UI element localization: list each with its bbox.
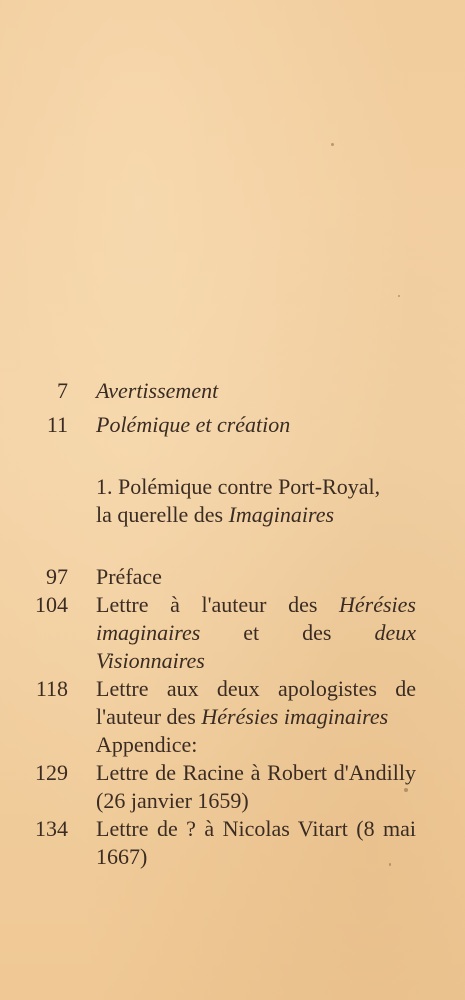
entry-title: Avertissement — [96, 378, 219, 403]
entry-title-text: Lettre à l'auteur des — [96, 592, 340, 617]
entry-title: Préface — [96, 564, 162, 589]
entry-title-text: Lettre aux deux apologistes de l'auteur des — [96, 676, 416, 729]
paper-speck — [398, 295, 400, 297]
section-heading-italic: Imaginaires — [228, 502, 335, 527]
toc-entry — [0, 815, 465, 871]
toc-entry — [0, 377, 465, 405]
page-number: 129 — [35, 760, 68, 785]
section-heading — [96, 473, 416, 529]
page-number: 134 — [35, 816, 68, 841]
entry-title — [96, 675, 416, 731]
entry-title: Lettre de ? à Nicolas Vitart (8 mai 1667) — [96, 816, 416, 869]
toc-entry — [0, 591, 465, 675]
section-heading-text: la querelle des — [96, 502, 229, 527]
toc-entry — [0, 675, 465, 731]
table-of-contents — [0, 377, 465, 871]
toc-entry — [0, 411, 465, 439]
entry-title-text: et des — [200, 620, 375, 645]
entry-title-italic: Hérésies imaginaires — [201, 704, 389, 729]
page-number: 11 — [46, 412, 68, 437]
toc-entry — [0, 759, 465, 815]
page-number: 7 — [57, 378, 68, 403]
entry-title-italic: Hérésies imaginaires — [96, 592, 416, 645]
toc-entry — [0, 731, 465, 759]
section-heading-line — [96, 501, 416, 529]
entry-title: Appendice: — [96, 732, 198, 757]
entry-title: Lettre de Racine à Robert d'Andilly (26 janvier 1659) — [96, 760, 416, 813]
page-number: 97 — [46, 564, 68, 589]
entry-title: Polémique et création — [96, 412, 291, 437]
toc-entry — [0, 563, 465, 591]
section-heading-line: 1. Polémique contre Port-Royal, — [96, 474, 381, 499]
paper-speck — [331, 143, 334, 146]
entry-title — [96, 591, 416, 675]
page-number: 118 — [35, 676, 68, 701]
page-number: 104 — [35, 592, 68, 617]
entry-title-italic: deux Visionnaires — [96, 620, 416, 673]
